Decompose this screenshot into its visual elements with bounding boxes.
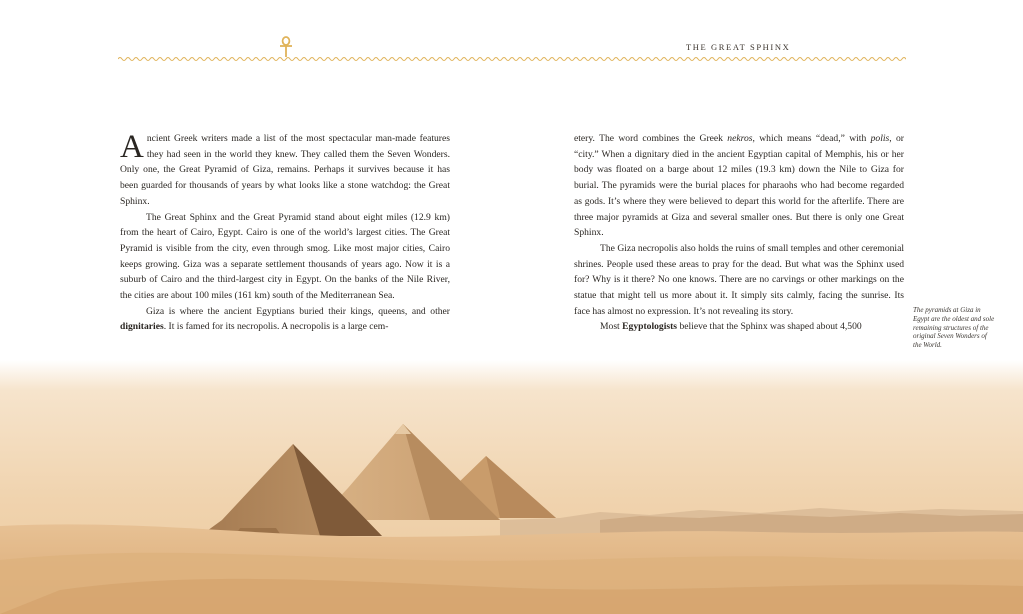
paragraph-5: The Giza necropolis also holds the ruins of small temples and other ceremonial shrines. People used these areas to pray for the dead. But what was the Sphinx used for? Why is it there? No one knows. There are no carvings or other markings on the statue that might tell us more about it. It simply sits calmly, facing the sunrise. Its face has almost no expression. It’s not revealing its story. — [574, 242, 904, 317]
paragraph-3 — [120, 304, 450, 335]
pyramids-of-giza-photo — [0, 360, 1023, 614]
photo-caption: The pyramids at Giza in Egypt are the oldest and sole remaining structures of the original Seven Wonders of the World. — [913, 306, 995, 350]
paragraph-1-text: ncient Greek writers made a list of the most spectacular man-made features they had seen in the world they knew. They called them the Seven Wonders. Only one, the Great Pyramid of Giza, remains. Perhaps it survives because it has been guarded for thousands of years by what looks like a stone watchdog: the Great Sphinx. — [120, 133, 450, 207]
paragraph-6-text-a: Most — [600, 321, 623, 333]
paragraph-4-text-a: etery. The word combines the Greek — [574, 133, 728, 144]
paragraph-4 — [574, 131, 904, 241]
body-text-left-column — [120, 131, 450, 335]
paragraph-1 — [120, 131, 450, 210]
glossary-term-egyptologists: Egyptologists — [622, 321, 678, 333]
term-nekros: nekros — [727, 133, 753, 144]
paragraph-3-text-a: Giza is where the ancient Egyptians buried their kings, queens, and other — [146, 305, 450, 317]
wavy-rule-divider — [118, 54, 906, 64]
paragraph-6-text-b: believe that the Sphinx was shaped about 4,500 — [677, 321, 862, 333]
paragraph-6 — [574, 319, 904, 335]
paragraph-4-text-b: , which means “dead,” with — [752, 133, 871, 144]
paragraph-3-text-b: . It is famed for its necropolis. A necropolis is a large cem- — [163, 321, 389, 333]
body-text-right-column — [574, 131, 904, 335]
glossary-term-dignitaries: dignitaries — [120, 321, 164, 333]
paragraph-2: The Great Sphinx and the Great Pyramid stand about eight miles (12.9 km) from the heart of Cairo, Egypt. Cairo is one of the world’s largest cities. The Great Pyramid is visible from the city, even through smog. Like most major cities, Cairo keeps growing. Giza was a separate settlement thousands of years ago. Now it is a suburb of Cairo and the third-largest city in Egypt. On the banks of the Nile River, the cities are about 100 miles (161 km) south of the Mediterranean Sea. — [120, 211, 450, 302]
term-polis: polis — [870, 133, 890, 144]
drop-cap: A — [120, 129, 144, 165]
paragraph-4-text-c: , or “city.” When a dignitary died in the ancient Egyptian capital of Memphis, his or her body was floated on a barge about 12 miles (19.3 km) down the Nile to Giza for burial. The pyramids were the burial places for pharaohs who had become regarded as gods. It’s where they were believed to depart this world for the afterlife. There are three major pyramids at Giza and several smaller ones. But there is only one Great Sphinx. — [574, 133, 904, 239]
running-head: THE GREAT SPHINX — [686, 42, 791, 52]
